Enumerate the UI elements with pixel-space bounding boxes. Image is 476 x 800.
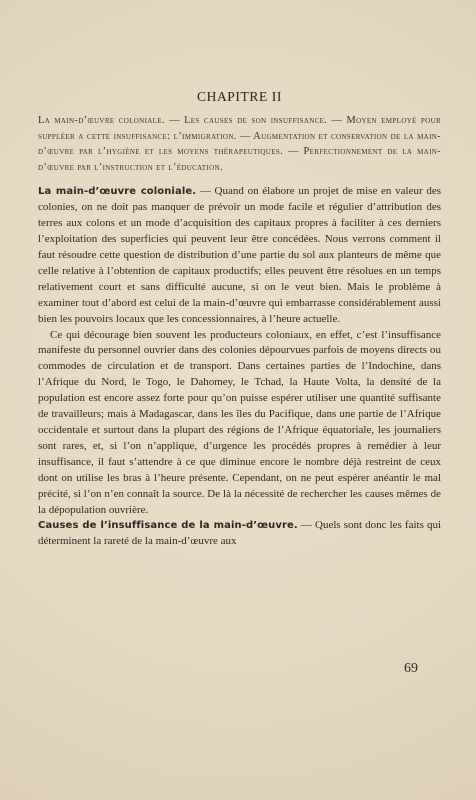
paragraph-main-doeuvre-coloniale xyxy=(38,184,441,327)
chapter-summary: La main-d’œuvre coloniale. — Les causes de son insuffisance. — Moyen employé pour suppléer a cette insuffisance: l’immigration. — Augmentation et conservation de la main-d’œuvre par l’hygiène et les moyens thérapeutiques. — Perfectionnement de la main-d’œuvre par l’instruction et l’éducation. xyxy=(38,115,441,173)
paragraph-text: — Quels sont donc les faits qui déterminent la rareté de la main-d’œuvre aux xyxy=(38,519,441,548)
chapter-title: CHAPITRE II xyxy=(197,89,282,104)
section-heading-main-doeuvre-coloniale: La main-d’œuvre coloniale. xyxy=(38,186,197,198)
paragraph-text: Ce qui décourage bien souvent les producteurs coloniaux, en effet, c’est l’insuffisance manifeste du personnel ouvrier dans des colonies dépourvues parfois de moyens directs ou commodes de circulation et de transport. Dans certaines parties de l’Indochine, dans l’Afrique du Nord, le Togo, le Dahomey, le Tchad, la Haute Volta, la densité de la population est encore assez forte pour qu’on puisse espérer utiliser une quantité suffisante de travailleurs; mais à Madagascar, dans les îles du Pacifique, dans une partie de l’Afrique occidentale et surtout dans la plupart des régions de l’Afrique équatoriale, les journaliers sont rares, et, si l’on n’applique, d’urgence les procédés propres à remédier à leur insuffisance, il faut s’attendre à ce que diminue encore le nombre déjà restreint de ceux dont on utilise les bras à l’heure présente. Cependant, on ne peut espérer anéantir le mal précité, si l’on n’en connaît la source. De là la nécessité de rechercher les causes mêmes de la dépopulation ouvrière. xyxy=(38,328,441,516)
paragraph-text: — Quand on élabore un projet de mise en valeur des colonies, on ne doit pas manquer de prévoir un mode facile et régulier d’attribution des terres aux colons et un mode d’acquisition des capitaux propres à faciliter à ces derniers l’exploitation des superficies qui peuvent leur être concédées. Nous verrons comment il faut résoudre cette question de distribution d’une partie du sol aux planteurs de même que celle relative à l’obtention de capitaux productifs; elles peuvent être résolues en un temps relativement court et sans difficulté aucune, si on le veut bien. Mais le problème à examiner tout d’abord est celui de la main-d’œuvre qui embarrasse considérablement aussi bien les pouvoirs locaux que les concessionnaires, à l’heure actuelle. xyxy=(38,185,441,325)
paragraph-causes-insuffisance xyxy=(38,518,441,550)
page-content xyxy=(38,89,441,550)
paragraph-decourage xyxy=(38,328,441,519)
section-heading-causes-insuffisance: Causes de l’insuffisance de la main-d’œuvre. xyxy=(38,520,298,532)
page-number: 69 xyxy=(404,661,418,676)
